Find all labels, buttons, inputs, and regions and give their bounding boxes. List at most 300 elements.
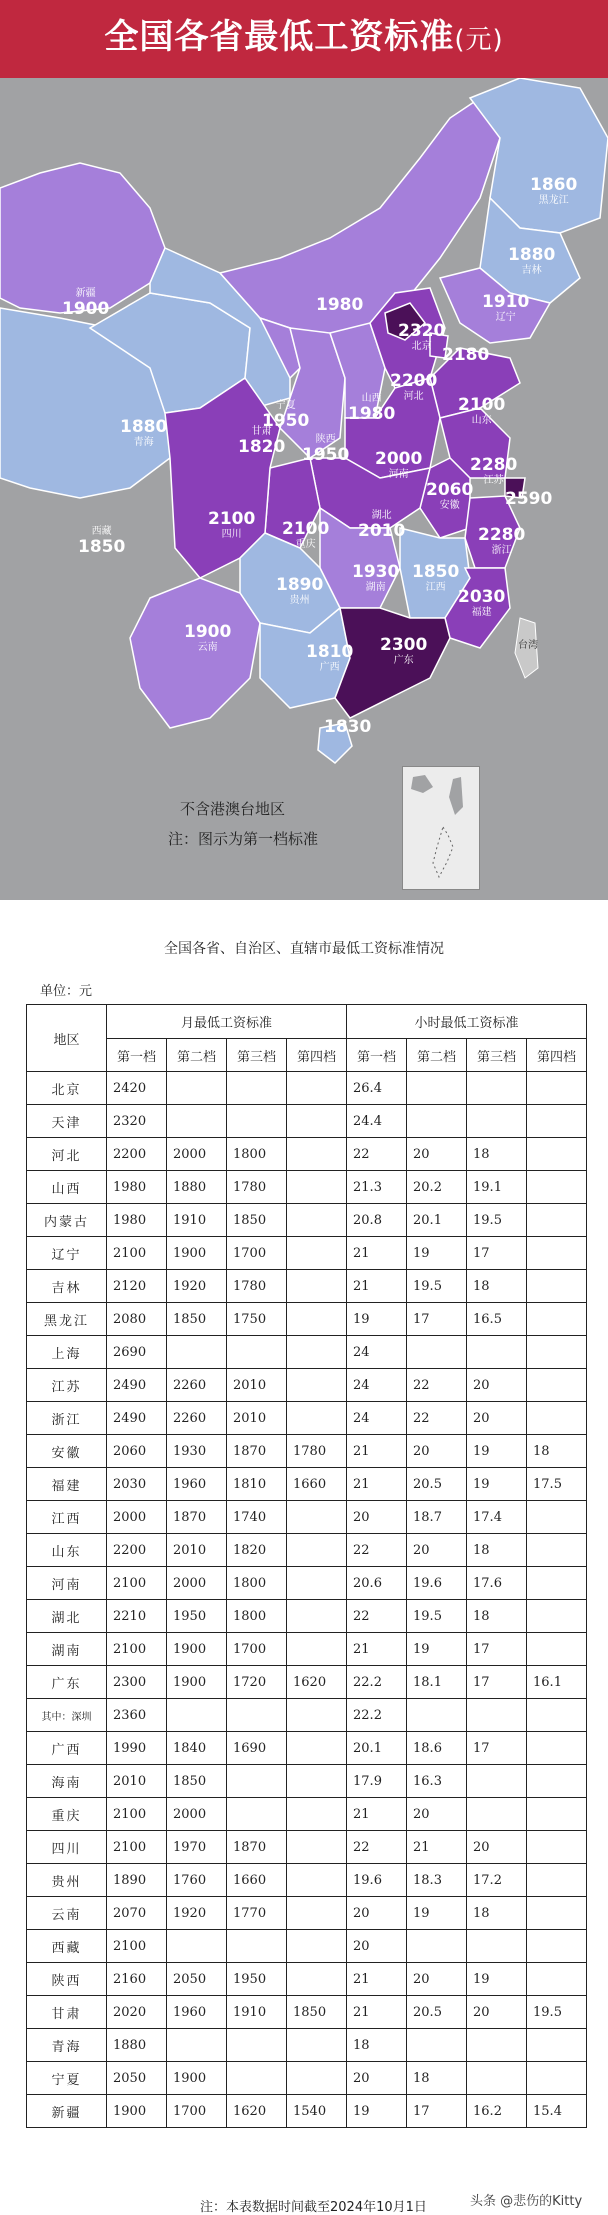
label-neimenggu: 1980 — [316, 295, 364, 315]
region-cell: 青海 — [27, 2029, 107, 2062]
monthly-wage-cell — [167, 1699, 227, 1732]
monthly-wage-cell: 2100 — [107, 1831, 167, 1864]
hourly-wage-cell — [467, 2062, 527, 2095]
label-hebei: 2200 河北 — [390, 371, 438, 402]
table-row — [27, 1105, 587, 1138]
region-cell: 浙江 — [27, 1402, 107, 1435]
table-row — [27, 1963, 587, 1996]
region-cell: 河南 — [27, 1567, 107, 1600]
hourly-wage-cell: 22 — [347, 1138, 407, 1171]
hourly-wage-cell — [467, 1072, 527, 1105]
hourly-wage-cell: 18 — [467, 1600, 527, 1633]
table-row — [27, 1501, 587, 1534]
hourly-wage-cell — [527, 1303, 587, 1336]
monthly-wage-cell: 1660 — [227, 1864, 287, 1897]
hourly-wage-cell — [407, 1930, 467, 1963]
monthly-wage-cell: 2060 — [107, 1435, 167, 1468]
label-gansu: 甘肃 1820 — [238, 426, 286, 457]
table-row — [27, 1897, 587, 1930]
monthly-wage-cell: 2010 — [167, 1534, 227, 1567]
hourly-wage-cell: 24 — [347, 1336, 407, 1369]
banner-unit: (元) — [454, 25, 504, 55]
hourly-wage-cell: 17 — [467, 1666, 527, 1699]
table-row — [27, 1336, 587, 1369]
monthly-wage-cell: 1700 — [167, 2095, 227, 2128]
table-row — [27, 1534, 587, 1567]
monthly-wage-cell: 2200 — [107, 1138, 167, 1171]
hourly-wage-cell — [527, 1930, 587, 1963]
hourly-wage-cell — [467, 1699, 527, 1732]
banner-title: 全国各省最低工资标准 — [104, 17, 455, 57]
table-row — [27, 1831, 587, 1864]
hourly-wage-cell: 17 — [407, 1303, 467, 1336]
hourly-wage-cell: 20 — [407, 1435, 467, 1468]
monthly-wage-cell: 1780 — [227, 1270, 287, 1303]
monthly-wage-cell: 1850 — [227, 1204, 287, 1237]
monthly-wage-cell: 1920 — [167, 1897, 227, 1930]
header-tier: 第二档 — [407, 1039, 467, 1072]
hourly-wage-cell: 21 — [347, 1633, 407, 1666]
monthly-wage-cell — [287, 1831, 347, 1864]
monthly-wage-cell: 2010 — [107, 1765, 167, 1798]
monthly-wage-cell — [287, 1369, 347, 1402]
region-cell: 陕西 — [27, 1963, 107, 1996]
label-tianjin: 2180 — [442, 345, 490, 365]
monthly-wage-cell — [167, 2029, 227, 2062]
monthly-wage-cell — [227, 1072, 287, 1105]
hourly-wage-cell: 22.2 — [347, 1666, 407, 1699]
table-row — [27, 1633, 587, 1666]
label-hubei: 湖北 2010 — [358, 510, 406, 541]
monthly-wage-cell: 2080 — [107, 1303, 167, 1336]
table-body — [27, 1072, 587, 2128]
hourly-wage-cell — [527, 1831, 587, 1864]
table-row — [27, 1798, 587, 1831]
monthly-wage-cell — [287, 1765, 347, 1798]
region-cell: 广西 — [27, 1732, 107, 1765]
hourly-wage-cell: 16.1 — [527, 1666, 587, 1699]
monthly-wage-cell: 1950 — [227, 1963, 287, 1996]
monthly-wage-cell — [287, 1699, 347, 1732]
monthly-wage-cell: 1890 — [107, 1864, 167, 1897]
monthly-wage-cell — [227, 1105, 287, 1138]
hourly-wage-cell: 21 — [347, 1963, 407, 1996]
hourly-wage-cell: 17.5 — [527, 1468, 587, 1501]
hourly-wage-cell: 17.2 — [467, 1864, 527, 1897]
hourly-wage-cell: 22 — [407, 1369, 467, 1402]
monthly-wage-cell: 2100 — [107, 1633, 167, 1666]
header-tier: 第一档 — [107, 1039, 167, 1072]
monthly-wage-cell: 1800 — [227, 1138, 287, 1171]
monthly-wage-cell: 1800 — [227, 1567, 287, 1600]
monthly-wage-cell: 2260 — [167, 1369, 227, 1402]
monthly-wage-cell — [287, 1204, 347, 1237]
header-tier: 第三档 — [467, 1039, 527, 1072]
hourly-wage-cell: 21 — [347, 1468, 407, 1501]
hourly-wage-cell: 20 — [347, 1501, 407, 1534]
monthly-wage-cell: 2100 — [107, 1930, 167, 1963]
hourly-wage-cell — [527, 1765, 587, 1798]
monthly-wage-cell: 2690 — [107, 1336, 167, 1369]
table-title: 全国各省、自治区、直辖市最低工资标准情况 — [164, 941, 444, 957]
table-row — [27, 1699, 587, 1732]
region-cell: 上海 — [27, 1336, 107, 1369]
monthly-wage-cell — [287, 2062, 347, 2095]
region-cell: 贵州 — [27, 1864, 107, 1897]
hourly-wage-cell — [527, 1699, 587, 1732]
hourly-wage-cell — [407, 1699, 467, 1732]
region-cell: 四川 — [27, 1831, 107, 1864]
hourly-wage-cell — [527, 1402, 587, 1435]
hourly-wage-cell: 18 — [527, 1435, 587, 1468]
region-cell: 江苏 — [27, 1369, 107, 1402]
table-row — [27, 1369, 587, 1402]
monthly-wage-cell — [287, 1303, 347, 1336]
table-row — [27, 2095, 587, 2128]
label-yunnan: 1900 云南 — [184, 622, 232, 653]
region-cell: 海南 — [27, 1765, 107, 1798]
label-liaoning: 1910 辽宁 — [482, 292, 530, 323]
hourly-wage-cell: 20 — [467, 1996, 527, 2029]
hourly-wage-cell: 16.5 — [467, 1303, 527, 1336]
monthly-wage-cell: 1990 — [107, 1732, 167, 1765]
monthly-wage-cell — [287, 1567, 347, 1600]
inset-outline — [403, 767, 479, 889]
hourly-wage-cell: 20 — [467, 1831, 527, 1864]
label-henan: 2000 河南 — [375, 449, 423, 480]
hourly-wage-cell: 19 — [407, 1633, 467, 1666]
hourly-wage-cell — [467, 1930, 527, 1963]
hourly-wage-cell: 20 — [347, 1897, 407, 1930]
monthly-wage-cell: 2030 — [107, 1468, 167, 1501]
table-row — [27, 1567, 587, 1600]
hourly-wage-cell — [527, 1336, 587, 1369]
hourly-wage-cell: 19.5 — [527, 1996, 587, 2029]
monthly-wage-cell: 1850 — [167, 1303, 227, 1336]
hourly-wage-cell — [527, 1501, 587, 1534]
hourly-wage-cell — [527, 1534, 587, 1567]
monthly-wage-cell: 1540 — [287, 2095, 347, 2128]
hourly-wage-cell: 16.2 — [467, 2095, 527, 2128]
header-tier: 第四档 — [287, 1039, 347, 1072]
hourly-wage-cell: 21 — [347, 1798, 407, 1831]
south-sea-inset-map — [402, 766, 480, 890]
monthly-wage-cell — [167, 1105, 227, 1138]
hourly-wage-cell: 20.5 — [407, 1996, 467, 2029]
monthly-wage-cell — [287, 1600, 347, 1633]
monthly-wage-cell: 1930 — [167, 1435, 227, 1468]
hourly-wage-cell — [527, 2062, 587, 2095]
hourly-wage-cell: 15.4 — [527, 2095, 587, 2128]
hourly-wage-cell: 20.5 — [407, 1468, 467, 1501]
hourly-wage-cell: 22 — [347, 1831, 407, 1864]
monthly-wage-cell — [227, 2062, 287, 2095]
hourly-wage-cell: 17 — [467, 1237, 527, 1270]
hourly-wage-cell — [467, 1798, 527, 1831]
monthly-wage-cell: 1700 — [227, 1237, 287, 1270]
hourly-wage-cell: 17 — [467, 1732, 527, 1765]
monthly-wage-cell: 1750 — [227, 1303, 287, 1336]
region-cell: 新疆 — [27, 2095, 107, 2128]
monthly-wage-cell: 1980 — [107, 1171, 167, 1204]
hourly-wage-cell — [467, 1336, 527, 1369]
monthly-wage-cell: 1810 — [227, 1468, 287, 1501]
region-cell: 甘肃 — [27, 1996, 107, 2029]
hourly-wage-cell: 18.6 — [407, 1732, 467, 1765]
label-taiwan: 台湾 — [518, 640, 538, 651]
hourly-wage-cell: 26.4 — [347, 1072, 407, 1105]
monthly-wage-cell: 2010 — [227, 1402, 287, 1435]
label-jilin: 1880 吉林 — [508, 245, 556, 276]
label-anhui: 2060 安徽 — [426, 480, 474, 511]
hourly-wage-cell: 20 — [467, 1402, 527, 1435]
hourly-wage-cell — [527, 1864, 587, 1897]
hourly-wage-cell — [527, 1369, 587, 1402]
monthly-wage-cell: 1850 — [287, 1996, 347, 2029]
hourly-wage-cell — [527, 1633, 587, 1666]
hourly-wage-cell: 20.1 — [347, 1732, 407, 1765]
monthly-wage-cell: 2360 — [107, 1699, 167, 1732]
label-sichuan: 2100 四川 — [208, 509, 256, 540]
header-tier: 第三档 — [227, 1039, 287, 1072]
monthly-wage-cell — [287, 1501, 347, 1534]
region-cell: 其中：深圳 — [27, 1699, 107, 1732]
hourly-wage-cell: 18.1 — [407, 1666, 467, 1699]
monthly-wage-cell: 1660 — [287, 1468, 347, 1501]
hourly-wage-cell: 19 — [467, 1435, 527, 1468]
label-guangdong: 2300 广东 — [380, 635, 428, 666]
monthly-wage-cell: 1700 — [227, 1633, 287, 1666]
wage-table — [26, 1004, 587, 2128]
label-shanghai: 2590 — [505, 489, 553, 509]
hourly-wage-cell: 21 — [407, 1831, 467, 1864]
hourly-wage-cell — [527, 1600, 587, 1633]
hourly-wage-cell: 19.5 — [407, 1600, 467, 1633]
hourly-wage-cell: 21.3 — [347, 1171, 407, 1204]
monthly-wage-cell: 2070 — [107, 1897, 167, 1930]
monthly-wage-cell: 1910 — [167, 1204, 227, 1237]
monthly-wage-cell — [227, 1798, 287, 1831]
monthly-wage-cell: 1770 — [227, 1897, 287, 1930]
table-footnote: 注：本表数据时间截至2024年10月1日 — [200, 2200, 427, 2215]
monthly-wage-cell — [287, 1171, 347, 1204]
region-cell: 北京 — [27, 1072, 107, 1105]
monthly-wage-cell: 1920 — [167, 1270, 227, 1303]
table-row — [27, 1237, 587, 1270]
label-shandong: 2100 山东 — [458, 395, 506, 426]
monthly-wage-cell — [287, 1105, 347, 1138]
monthly-wage-cell — [287, 1963, 347, 1996]
monthly-wage-cell: 2100 — [107, 1237, 167, 1270]
monthly-wage-cell: 2200 — [107, 1534, 167, 1567]
hourly-wage-cell: 18 — [347, 2029, 407, 2062]
header-hourly: 小时最低工资标准 — [347, 1005, 587, 1039]
table-row — [27, 1072, 587, 1105]
monthly-wage-cell: 1950 — [167, 1600, 227, 1633]
page-banner — [0, 0, 608, 78]
hourly-wage-cell: 20 — [347, 1930, 407, 1963]
monthly-wage-cell — [287, 1633, 347, 1666]
monthly-wage-cell: 2100 — [107, 1798, 167, 1831]
label-qinghai: 1880 青海 — [120, 417, 168, 448]
region-cell: 山西 — [27, 1171, 107, 1204]
table-row — [27, 2029, 587, 2062]
monthly-wage-cell: 2120 — [107, 1270, 167, 1303]
hourly-wage-cell: 19 — [407, 1237, 467, 1270]
region-cell: 辽宁 — [27, 1237, 107, 1270]
hourly-wage-cell: 17.6 — [467, 1567, 527, 1600]
hourly-wage-cell: 17.4 — [467, 1501, 527, 1534]
region-cell: 吉林 — [27, 1270, 107, 1303]
monthly-wage-cell: 1900 — [167, 2062, 227, 2095]
hourly-wage-cell: 24 — [347, 1369, 407, 1402]
region-cell: 天津 — [27, 1105, 107, 1138]
hourly-wage-cell — [407, 1105, 467, 1138]
hourly-wage-cell — [407, 2029, 467, 2062]
monthly-wage-cell: 2000 — [167, 1567, 227, 1600]
monthly-wage-cell: 1740 — [227, 1501, 287, 1534]
monthly-wage-cell: 2010 — [227, 1369, 287, 1402]
hourly-wage-cell — [527, 1567, 587, 1600]
region-cell: 江西 — [27, 1501, 107, 1534]
monthly-wage-cell — [287, 1897, 347, 1930]
label-beijing: 2320 北京 — [398, 321, 446, 352]
monthly-wage-cell: 1620 — [287, 1666, 347, 1699]
monthly-wage-cell: 1960 — [167, 1468, 227, 1501]
monthly-wage-cell: 1910 — [227, 1996, 287, 2029]
hourly-wage-cell: 18 — [407, 2062, 467, 2095]
monthly-wage-cell: 2210 — [107, 1600, 167, 1633]
monthly-wage-cell: 2490 — [107, 1402, 167, 1435]
monthly-wage-cell: 2160 — [107, 1963, 167, 1996]
hourly-wage-cell: 20 — [407, 1138, 467, 1171]
region-cell: 黑龙江 — [27, 1303, 107, 1336]
label-heilongjiang: 1860 黑龙江 — [530, 175, 578, 206]
monthly-wage-cell: 1880 — [107, 2029, 167, 2062]
hourly-wage-cell: 18 — [467, 1138, 527, 1171]
region-cell: 湖南 — [27, 1633, 107, 1666]
hourly-wage-cell: 20.8 — [347, 1204, 407, 1237]
monthly-wage-cell — [287, 1072, 347, 1105]
hourly-wage-cell: 19 — [347, 2095, 407, 2128]
hourly-wage-cell: 22 — [347, 1534, 407, 1567]
table-row — [27, 1138, 587, 1171]
region-cell: 福建 — [27, 1468, 107, 1501]
monthly-wage-cell: 1960 — [167, 1996, 227, 2029]
hourly-wage-cell — [467, 2029, 527, 2062]
hourly-wage-cell — [467, 1765, 527, 1798]
hourly-wage-cell: 19 — [467, 1468, 527, 1501]
table-row — [27, 1435, 587, 1468]
monthly-wage-cell — [287, 1138, 347, 1171]
hourly-wage-cell: 20 — [467, 1369, 527, 1402]
hourly-wage-cell: 21 — [347, 1435, 407, 1468]
hourly-wage-cell: 17 — [407, 2095, 467, 2128]
hourly-wage-cell: 18.7 — [407, 1501, 467, 1534]
hourly-wage-cell: 21 — [347, 1996, 407, 2029]
label-shanxi: 山西 1980 — [348, 393, 396, 424]
monthly-wage-cell — [227, 1336, 287, 1369]
hourly-wage-cell: 19.5 — [467, 1204, 527, 1237]
header-monthly: 月最低工资标准 — [107, 1005, 347, 1039]
monthly-wage-cell: 2420 — [107, 1072, 167, 1105]
unit-label: 单位：元 — [40, 984, 93, 999]
hourly-wage-cell: 18 — [467, 1897, 527, 1930]
header-tier: 第四档 — [527, 1039, 587, 1072]
hourly-wage-cell: 20.1 — [407, 1204, 467, 1237]
table-row — [27, 1864, 587, 1897]
label-chongqing: 2100 重庆 — [282, 519, 330, 550]
hourly-wage-cell: 20 — [407, 1534, 467, 1567]
monthly-wage-cell: 1800 — [227, 1600, 287, 1633]
monthly-wage-cell: 1840 — [167, 1732, 227, 1765]
monthly-wage-cell — [287, 1732, 347, 1765]
region-cell: 山东 — [27, 1534, 107, 1567]
region-cell: 宁夏 — [27, 2062, 107, 2095]
monthly-wage-cell — [287, 1798, 347, 1831]
monthly-wage-cell — [287, 1237, 347, 1270]
hourly-wage-cell: 21 — [347, 1237, 407, 1270]
monthly-wage-cell: 2050 — [107, 2062, 167, 2095]
monthly-wage-cell — [227, 2029, 287, 2062]
monthly-wage-cell: 1900 — [167, 1633, 227, 1666]
region-cell: 重庆 — [27, 1798, 107, 1831]
monthly-wage-cell: 1690 — [227, 1732, 287, 1765]
monthly-wage-cell: 1900 — [107, 2095, 167, 2128]
monthly-wage-cell: 1620 — [227, 2095, 287, 2128]
label-ningxia: 宁夏 1950 — [262, 400, 310, 431]
hourly-wage-cell: 21 — [347, 1270, 407, 1303]
monthly-wage-cell: 1870 — [227, 1435, 287, 1468]
monthly-wage-cell — [287, 1336, 347, 1369]
hourly-wage-cell — [527, 1798, 587, 1831]
monthly-wage-cell — [287, 1930, 347, 1963]
hourly-wage-cell — [527, 2029, 587, 2062]
hourly-wage-cell — [527, 1105, 587, 1138]
monthly-wage-cell — [287, 1270, 347, 1303]
hourly-wage-cell: 19.6 — [407, 1567, 467, 1600]
hourly-wage-cell — [407, 1336, 467, 1369]
hourly-wage-cell — [527, 1138, 587, 1171]
map-note-tier: 注：图示为第一档标准 — [168, 830, 319, 848]
monthly-wage-cell: 1760 — [167, 1864, 227, 1897]
hourly-wage-cell: 24.4 — [347, 1105, 407, 1138]
hourly-wage-cell — [527, 1732, 587, 1765]
monthly-wage-cell: 2020 — [107, 1996, 167, 2029]
monthly-wage-cell — [227, 1930, 287, 1963]
region-cell: 湖北 — [27, 1600, 107, 1633]
hourly-wage-cell — [527, 1072, 587, 1105]
monthly-wage-cell: 1780 — [227, 1171, 287, 1204]
monthly-wage-cell: 2260 — [167, 1402, 227, 1435]
hourly-wage-cell — [527, 1270, 587, 1303]
monthly-wage-cell — [287, 1864, 347, 1897]
table-row — [27, 1204, 587, 1237]
monthly-wage-cell: 1720 — [227, 1666, 287, 1699]
region-cell: 广东 — [27, 1666, 107, 1699]
label-xinjiang: 新疆 1900 — [62, 288, 110, 319]
wage-table-section — [0, 900, 608, 2215]
hourly-wage-cell — [527, 1963, 587, 1996]
header-tier: 第一档 — [347, 1039, 407, 1072]
monthly-wage-cell: 1820 — [227, 1534, 287, 1567]
table-row — [27, 1171, 587, 1204]
hourly-wage-cell: 20.2 — [407, 1171, 467, 1204]
monthly-wage-cell: 2300 — [107, 1666, 167, 1699]
table-row — [27, 1303, 587, 1336]
table-row — [27, 1600, 587, 1633]
monthly-wage-cell: 1980 — [107, 1204, 167, 1237]
